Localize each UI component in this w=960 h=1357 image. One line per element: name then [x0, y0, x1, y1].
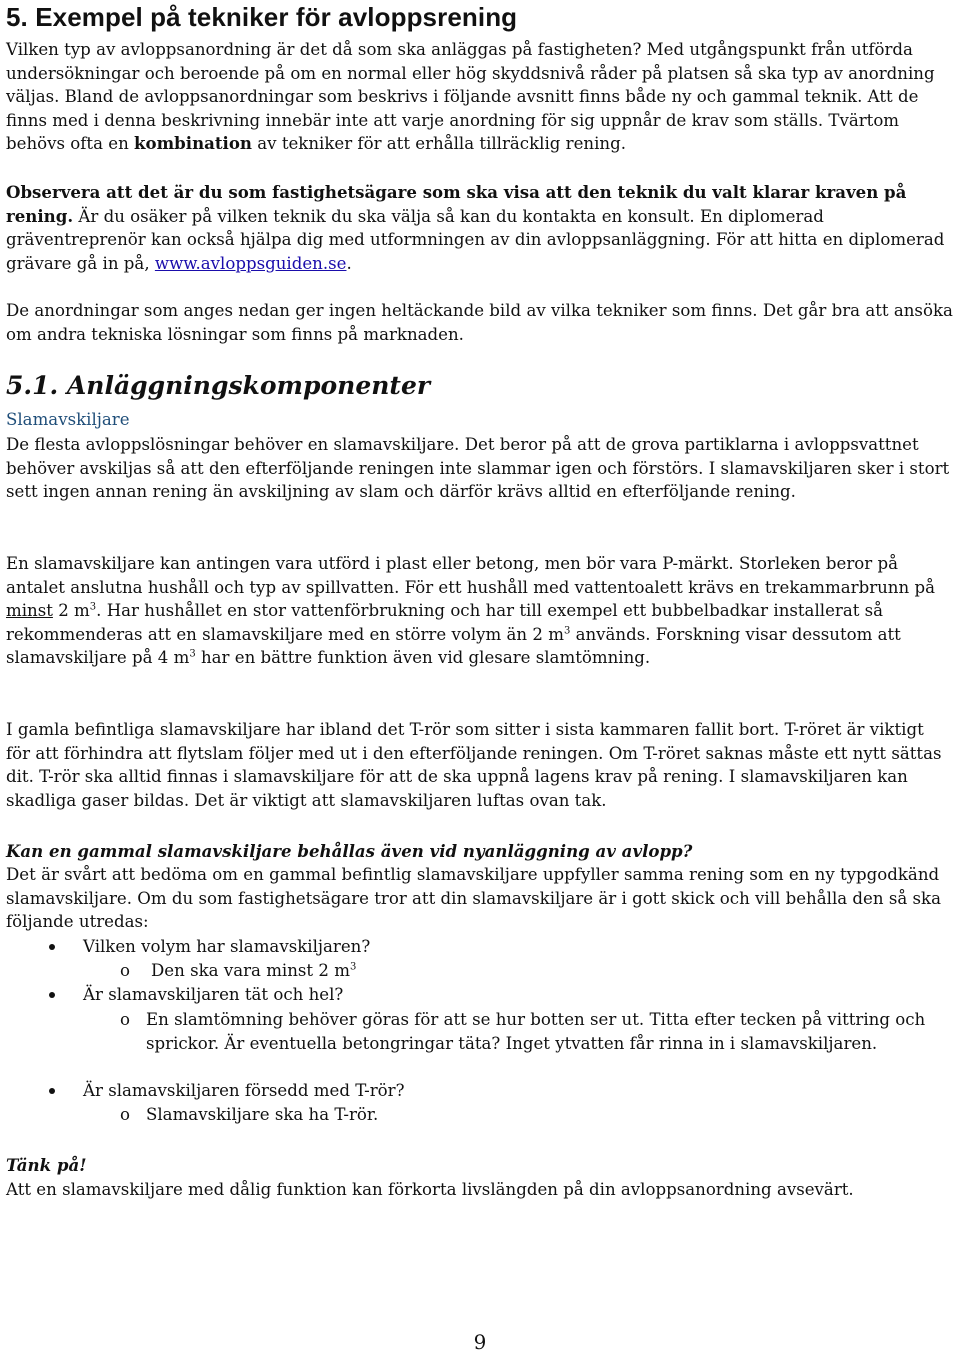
slam-p2-d: används. Forskning visar dessutom att slamavskiljare på 4 m [6, 624, 901, 668]
sup-3-d: 3 [349, 961, 357, 973]
section-title: 5.1. Anläggningskomponenter [6, 371, 431, 400]
subheading-slamavskiljare: Slamavskiljare [6, 410, 130, 429]
sub-marker-3: o [120, 1105, 130, 1124]
observe-bold: Observera att det är du som fastighetsägare som ska visa att den teknik du valt klarar kraven på rening. [6, 182, 907, 226]
question-heading: Kan en gammal slamavskiljare behållas även vid nyanläggning av avlopp? [6, 841, 693, 861]
sup-3-c: 3 [189, 648, 196, 660]
intro-end: av tekniker för att erhålla tillräcklig rening. [252, 134, 626, 154]
list-item-1: Vilken volym har slamavskiljaren? [83, 937, 371, 956]
observe-end: . [346, 253, 352, 273]
bullet-icon [49, 944, 55, 950]
observe-paragraph [6, 181, 946, 275]
slam-paragraph-1: De flesta avloppslösningar behöver en slamavskiljare. Det beror på att de grova partiklarna i avloppsvattnet behöver avskiljas så att den efterföljande reningen inte slammar igen och förstörs. I slamavskiljaren sker i stort sett ingen annan rening än avskiljning av slam och därför krävs alltid en efterföljande rening. [6, 435, 950, 502]
slam-paragraph-3: I gamla befintliga slamavskiljare har ibland det T-rör som sitter i sista kammaren fallit bort. T-röret är viktigt för att förhindra att flytslam följer med ut i den efterföljande reningen. Om T-röret saknas måste ett nytt sättas dit. T-rör ska alltid finnas i slamavskiljare för att de ska uppnå lagens krav på rening. I slamavskiljaren kan skadliga gaser bildas. Det är viktigt att slamavskiljaren luftas ovan tak. [6, 720, 942, 810]
intro-bold: kombination [134, 133, 252, 154]
think-paragraph: Att en slamavskiljare med dålig funktion kan förkorta livslängden på din avloppsanordning avsevärt. [6, 1180, 854, 1199]
slam-p2-b: 2 m [52, 601, 90, 621]
list-subitem-3: Slamavskiljare ska ha T-rör. [146, 1105, 379, 1124]
intro-paragraph [6, 38, 958, 156]
page-title: 5. Exempel på tekniker för avloppsrening [6, 2, 518, 32]
sub-marker-2: o [120, 1010, 130, 1029]
slam-p2-e: har en bättre funktion även vid glesare slamtömning. [195, 648, 651, 668]
sub-marker-1: o [120, 961, 130, 980]
bullet-icon [49, 1088, 55, 1094]
intro-text: Vilken typ av avloppsanordning är det då som ska anläggas på fastigheten? Med utgångspunkt från utförda undersökningar och beroende på om en normal eller hög skyddsnivå råder på platsen så ska typ av anordning väljas. Bland de avloppsanordningar som beskrivs i följande avsnitt finns både ny och gammal teknik. Att de finns med i denna beskrivning innebär inte att varje anordning för sig uppnår de krav som ställs. Tvärtom behövs ofta en [6, 40, 935, 154]
slam-p2-a: En slamavskiljare kan antingen vara utförd i plast eller betong, men bör vara P-märkt. Storleken beror på antalet anslutna hushåll och typ av spillvatten. För ett hushåll med vattentoalett krävs en trekammarbrunn på [6, 554, 935, 597]
list-item-2: Är slamavskiljaren tät och hel? [83, 985, 344, 1004]
paragraph-3: De anordningar som anges nedan ger ingen heltäckande bild av vilka tekniker som finns. Det går bra att ansöka om andra tekniska lösningar som finns på marknaden. [6, 301, 953, 344]
sup-3-a: 3 [89, 601, 97, 613]
list-subitem-1-text: Den ska vara minst 2 m [151, 961, 350, 980]
question-paragraph: Det är svårt att bedöma om en gammal befintlig slamavskiljare uppfyller samma rening som en ny typgodkänd slamavskiljare. Om du som fastighetsägare tror att din slamavskiljare är i gott skick och vill behålla den så ska följande utredas: [6, 865, 941, 932]
bullet-icon [49, 992, 55, 998]
observe-text: Är du osäker på vilken teknik du ska välja så kan du kontakta en konsult. En diplomerad gräventreprenör kan också hjälpa dig med utformningen av din avloppsanläggning. För att hitta en diplomerad grävare gå in på, [6, 206, 945, 273]
list-subitem-2: En slamtömning behöver göras för att se hur botten ser ut. Titta efter tecken på vittring och sprickor. Är eventuella betongringar täta? Inget ytvatten får rinna in i slamavskiljaren. [146, 1010, 926, 1053]
slam-p2-minst: minst [6, 601, 53, 621]
sup-3-b: 3 [563, 625, 571, 637]
list-subitem-1 [151, 959, 356, 983]
slam-p2-c: . Har hushållet en stor vattenförbrukning och har till exempel ett bubbelbadkar installerat så rekommenderas att en slamavskiljare med en större volym än 2 m [6, 601, 884, 644]
slam-paragraph-2 [6, 552, 958, 670]
think-title: Tänk på! [6, 1155, 87, 1175]
avloppsguiden-link[interactable]: www.avloppsguiden.se [154, 253, 347, 273]
page-number: 9 [473, 1330, 487, 1354]
list-item-3: Är slamavskiljaren försedd med T-rör? [83, 1081, 405, 1100]
